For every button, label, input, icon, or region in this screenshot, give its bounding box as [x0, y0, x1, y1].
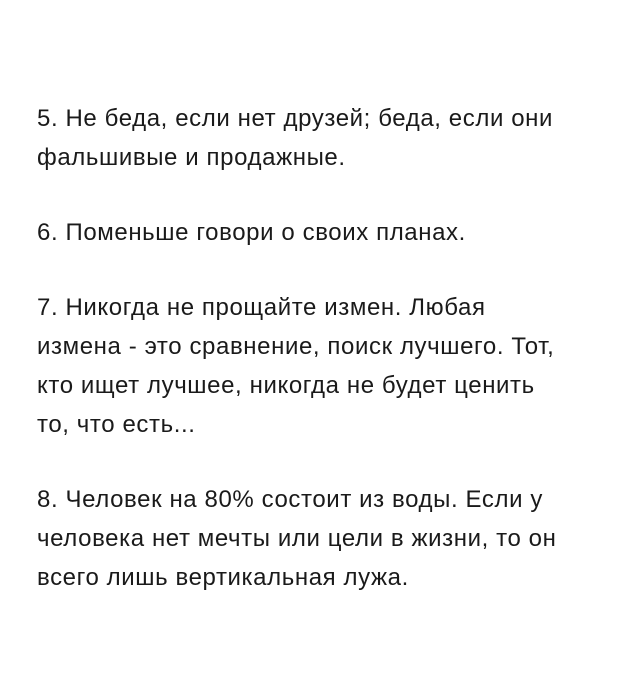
- quote-list: [37, 99, 557, 633]
- text-line: 6. Поменьше говори о своих планах.: [37, 219, 466, 246]
- text-line: кто ищет лучшее, никогда не будет ценить: [37, 372, 535, 399]
- quote-7: [37, 288, 557, 444]
- text-line: 5. Не беда, если нет друзей; беда, если они: [37, 105, 554, 132]
- text-line: то, что есть...: [37, 411, 196, 438]
- quote-5: [37, 99, 557, 177]
- quote-8: [37, 480, 557, 597]
- text-line: измена - это сравнение, поиск лучшего. Тот,: [37, 333, 555, 360]
- quote-6: [37, 213, 557, 252]
- text-line: 8. Человек на 80% состоит из воды. Если у: [37, 486, 543, 513]
- text-line: 7. Никогда не прощайте измен. Любая: [37, 294, 486, 321]
- text-line: всего лишь вертикальная лужа.: [37, 564, 409, 591]
- text-line: фальшивые и продажные.: [37, 144, 346, 171]
- text-line: человека нет мечты или цели в жизни, то он: [37, 525, 557, 552]
